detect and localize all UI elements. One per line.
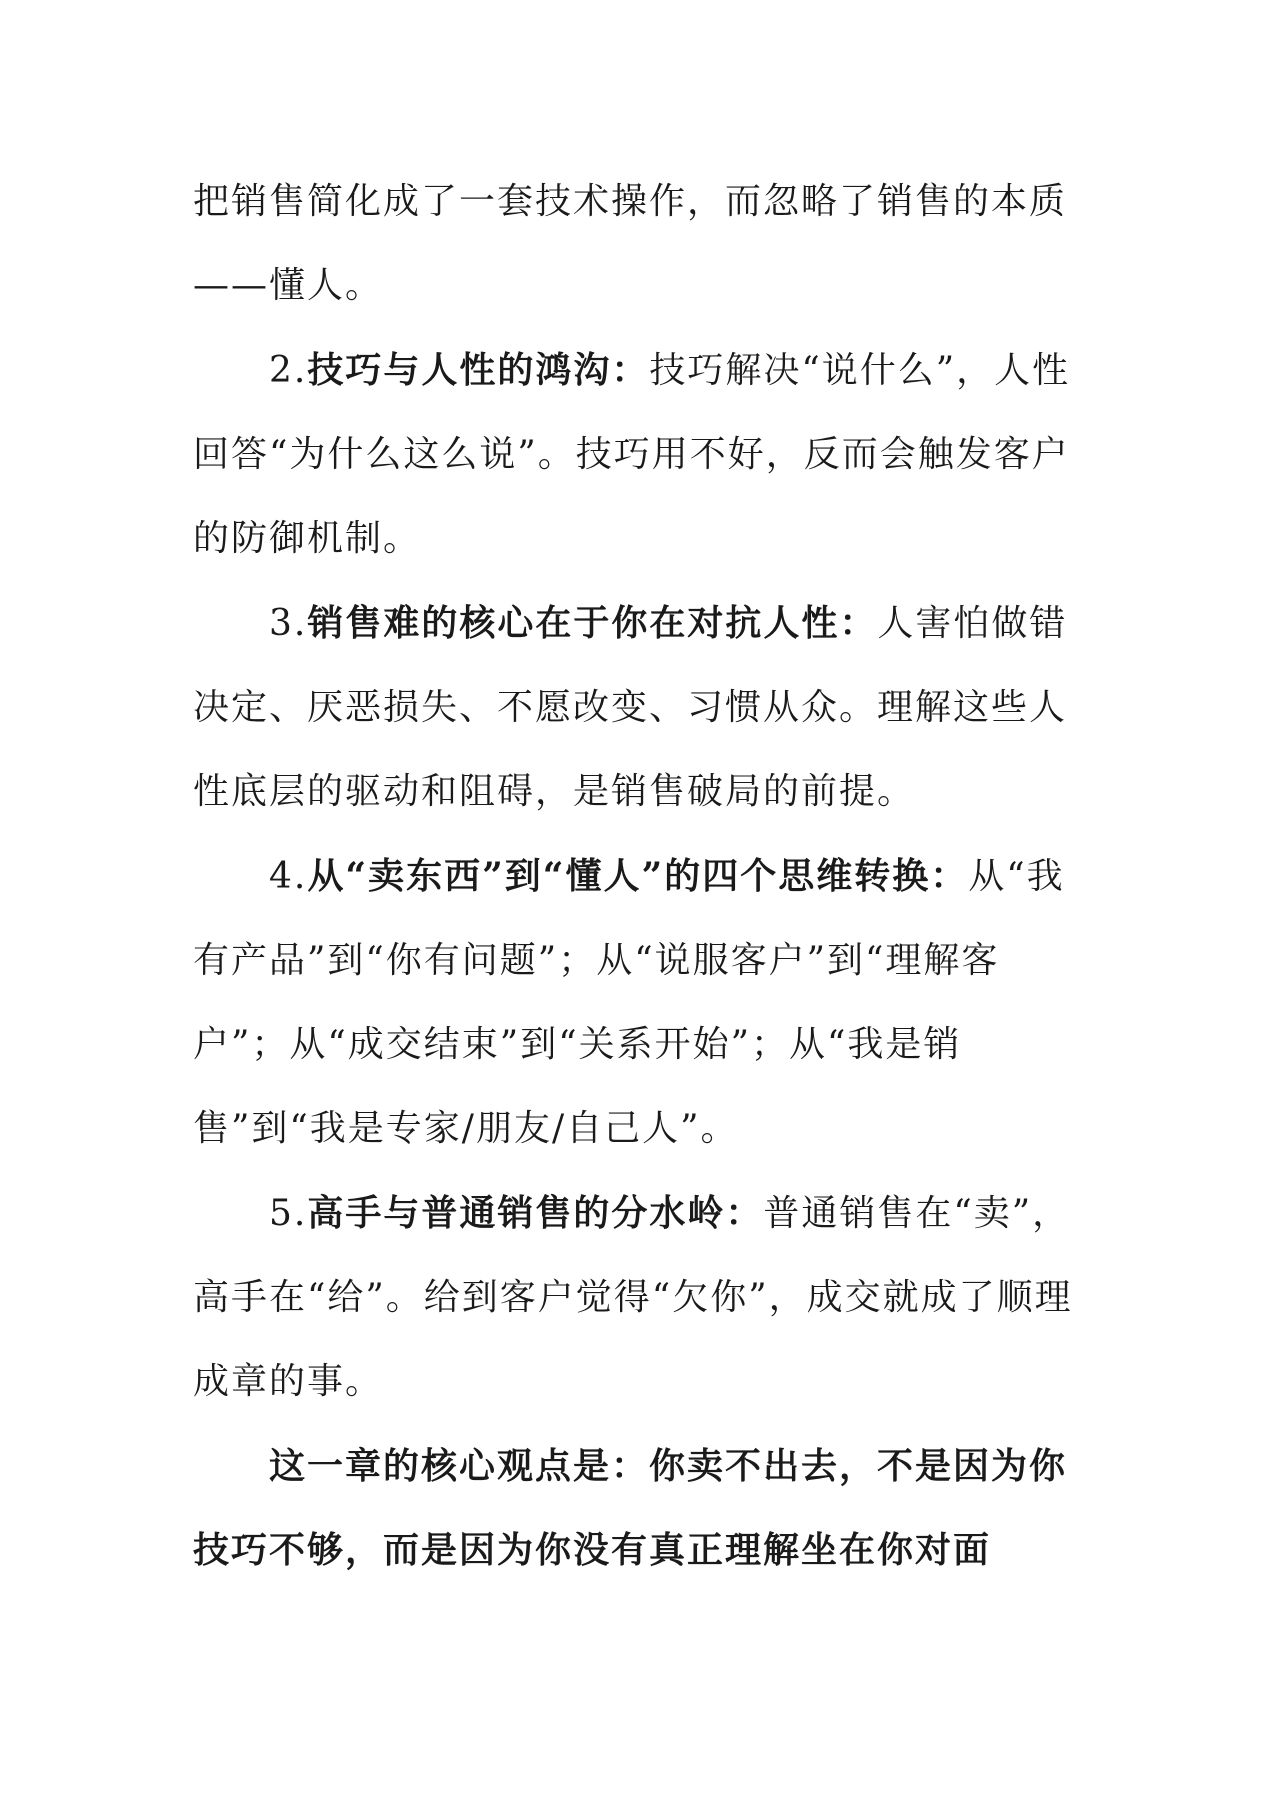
paragraph-chapter-summary: [193, 1424, 1093, 1592]
paragraph-point-4: [193, 834, 1093, 1171]
point-body: 人害怕做错决定、厌恶损失、不愿改变、习惯从众。理解这些人性底层的驱动和阻碍，是销售破局的前提。: [193, 603, 1068, 812]
point-body: 技巧解决“说什么”，人性回答“为什么这么说”。技巧用不好，反而会触发客户的防御机制。: [193, 350, 1071, 559]
list-number: 5.: [269, 1193, 308, 1234]
point-title: 技巧与人性的鸿沟：: [307, 349, 650, 391]
point-title: 销售难的核心在于你在对抗人性：: [307, 602, 878, 644]
list-number: 4.: [269, 856, 308, 897]
summary-text: 这一章的核心观点是：你卖不出去，不是因为你技巧不够，而是因为你没有真正理解坐在你对面: [193, 1445, 1068, 1571]
document-body: [193, 160, 1093, 1592]
point-body: 普通销售在“卖”，高手在“给”。给到客户觉得“欠你”，成交就成了顺理成章的事。: [193, 1193, 1073, 1402]
paragraph-point-3: [193, 581, 1093, 834]
paragraph-point-2: [193, 328, 1093, 581]
paragraph-intro-continuation: [193, 160, 1093, 328]
point-title: 高手与普通销售的分水岭：: [307, 1192, 764, 1234]
point-body: 从“我有产品”到“你有问题”；从“说服客户”到“理解客户”；从“成交结束”到“关系开始”；从“我是销售”到“我是专家/朋友/自己人”。: [193, 856, 1065, 1149]
point-title: 从“卖东西”到“懂人”的四个思维转换：: [307, 855, 969, 897]
paragraph-point-5: [193, 1171, 1093, 1424]
paragraph-text: 把销售简化成了一套技术操作，而忽略了销售的本质——懂人。: [193, 181, 1068, 306]
list-number: 2.: [269, 350, 308, 391]
list-number: 3.: [269, 603, 308, 644]
